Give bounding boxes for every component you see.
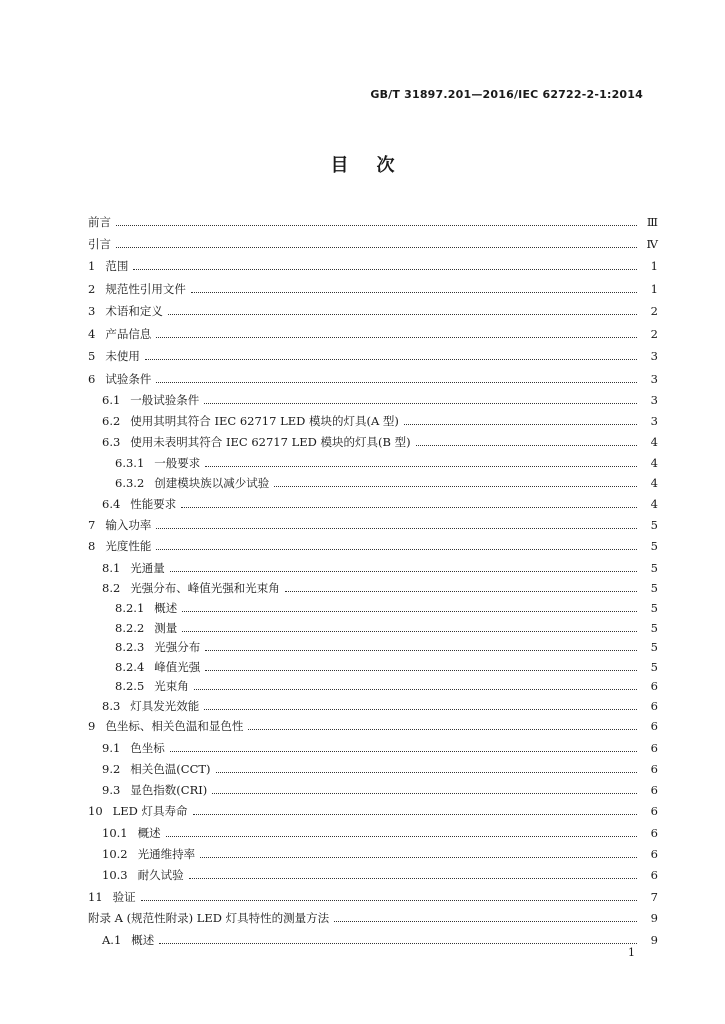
page-number: 1: [628, 946, 635, 959]
dot-leader: [205, 670, 637, 671]
toc-entry-label: [88, 678, 189, 694]
toc-entry-number: 1: [88, 259, 96, 273]
dot-leader: [205, 466, 637, 467]
toc-entry[interactable]: [88, 409, 658, 429]
toc-entry[interactable]: [88, 928, 658, 948]
dot-leader: [204, 709, 637, 710]
toc-entry-text: 显色指数(CRI): [130, 783, 208, 797]
toc-entry-text: 光束角: [154, 679, 189, 693]
toc-entry-number: 6.2: [102, 414, 121, 428]
toc-entry-text: 使用未表明其符合 IEC 62717 LED 模块的灯具(B 型): [130, 435, 411, 449]
toc-entry-number: 8.3: [102, 699, 121, 713]
toc-entry[interactable]: [88, 322, 658, 342]
toc-entry-number: 8: [88, 539, 96, 553]
toc-entry-number: 9.2: [102, 762, 121, 776]
toc-entry-page: 9: [650, 911, 658, 925]
toc-entry-text: 光强分布、峰值光强和光束角: [130, 581, 280, 595]
toc-entry-number: A.1: [102, 933, 122, 947]
toc-entry-label: [88, 932, 154, 948]
toc-entry[interactable]: [88, 714, 658, 734]
dot-leader: [156, 528, 637, 529]
toc-entry-text: 创建模块族以减少试验: [154, 476, 270, 490]
dot-leader: [159, 943, 637, 944]
toc-entry-number: 9.3: [102, 783, 121, 797]
toc-entry[interactable]: [88, 799, 658, 819]
dot-leader: [182, 631, 637, 632]
toc-entry-label: [88, 825, 161, 841]
toc-entry-page: 5: [650, 621, 658, 635]
toc-entry[interactable]: [88, 344, 658, 364]
toc-entry-label: [88, 236, 111, 252]
dot-leader: [248, 729, 637, 730]
dot-leader: [285, 591, 637, 592]
toc-entry-text: 光度性能: [105, 539, 152, 553]
toc-entry[interactable]: [88, 299, 658, 319]
toc-entry-number: 6: [88, 372, 96, 386]
toc-entry-label: [88, 496, 176, 512]
dot-leader: [166, 836, 637, 837]
toc-entry[interactable]: [88, 635, 658, 655]
standard-number-header: GB/T 31897.201—2016/IEC 62722-2-1:2014: [370, 88, 643, 101]
dot-leader: [193, 814, 637, 815]
toc-entry-number: 4: [88, 327, 96, 341]
toc-entry-text: 性能要求: [130, 497, 177, 511]
toc-entry-number: 6.3.2: [115, 476, 145, 490]
toc-entry[interactable]: [88, 885, 658, 905]
toc-entry[interactable]: [88, 210, 658, 230]
dot-leader: [212, 793, 637, 794]
dot-leader: [204, 403, 637, 404]
toc-entry-number: 5: [88, 349, 96, 363]
toc-entry-page: 3: [650, 372, 658, 386]
toc-entry-number: 10.3: [102, 868, 128, 882]
toc-entry-number: 10: [88, 804, 103, 818]
toc-entry-text: 术语和定义: [105, 304, 163, 318]
toc-entry[interactable]: [88, 778, 658, 798]
toc-entry[interactable]: [88, 367, 658, 387]
toc-entry-text: 光通量: [130, 561, 165, 575]
toc-entry-page: 5: [650, 561, 658, 575]
toc-entry-text: 一般试验条件: [130, 393, 200, 407]
toc-entry-text: 前言: [88, 215, 111, 229]
toc-entry-text: 引言: [88, 237, 111, 251]
toc-entry-text: 输入功率: [105, 518, 152, 532]
toc-entry-label: [88, 214, 111, 230]
dot-leader: [156, 382, 637, 383]
toc-entry-page: 5: [650, 581, 658, 595]
toc-entry-page: 4: [650, 456, 658, 470]
toc-entry-label: [88, 620, 177, 636]
toc-entry-text: 一般要求: [154, 456, 201, 470]
toc-entry-text: 试验条件: [105, 372, 152, 386]
page-title: 目次: [330, 155, 423, 176]
dot-leader: [156, 549, 637, 550]
toc-entry-page: Ⅲ: [646, 215, 658, 229]
toc-entry-label: [88, 600, 177, 616]
dot-leader: [200, 857, 637, 858]
toc-entry-page: 6: [650, 741, 658, 755]
toc-entry-page: 4: [650, 435, 658, 449]
toc-entry-label: [88, 517, 151, 533]
toc-entry[interactable]: [88, 254, 658, 274]
toc-entry[interactable]: [88, 492, 658, 512]
toc-entry-page: 7: [650, 890, 658, 904]
dot-leader: [141, 900, 637, 901]
toc-entry-page: 5: [650, 640, 658, 654]
dot-leader: [170, 571, 637, 572]
toc-entry-label: [88, 803, 188, 819]
toc-entry[interactable]: [88, 430, 658, 450]
toc-entry-text: 产品信息: [105, 327, 152, 341]
toc-entry[interactable]: [88, 821, 658, 841]
toc-entry-label: [88, 740, 165, 756]
toc-entry-number: 2: [88, 282, 96, 296]
toc-entry[interactable]: [88, 556, 658, 576]
toc-entry-text: 光强分布: [154, 640, 201, 654]
toc-entry[interactable]: [88, 906, 658, 926]
dot-leader: [133, 269, 637, 270]
toc-entry-page: 2: [650, 327, 658, 341]
toc-entry-label: [88, 782, 207, 798]
toc-entry-label: [88, 659, 200, 675]
toc-entry-page: Ⅳ: [646, 237, 658, 251]
dot-leader: [334, 921, 637, 922]
toc-entry-number: 9: [88, 719, 96, 733]
toc-entry-page: 3: [650, 349, 658, 363]
toc-entry-page: 6: [650, 783, 658, 797]
dot-leader: [170, 751, 637, 752]
toc-entry-label: [88, 392, 199, 408]
toc-entry-label: [88, 910, 329, 926]
toc-entry[interactable]: [88, 863, 658, 883]
dot-leader: [205, 650, 637, 651]
toc-entry-text: 概述: [154, 601, 178, 615]
toc-entry[interactable]: [88, 616, 658, 636]
toc-entry[interactable]: [88, 694, 658, 714]
toc-entry[interactable]: [88, 674, 658, 694]
toc-entry-label: [88, 639, 200, 655]
dot-leader: [168, 314, 637, 315]
toc-entry-page: 5: [650, 518, 658, 532]
toc-entry-text: 概述: [131, 933, 155, 947]
toc-entry-page: 9: [650, 933, 658, 947]
dot-leader: [274, 486, 637, 487]
toc-entry-label: [88, 281, 186, 297]
toc-entry-page: 4: [650, 497, 658, 511]
toc-entry-number: 7: [88, 518, 96, 532]
toc-entry-number: 8.2.2: [115, 621, 145, 635]
toc-entry-page: 5: [650, 539, 658, 553]
toc-entry-page: 6: [650, 868, 658, 882]
toc-entry-page: 6: [650, 699, 658, 713]
toc-entry-label: [88, 846, 195, 862]
toc-entry-number: 6.3: [102, 435, 121, 449]
toc-entry-number: 8.2: [102, 581, 121, 595]
toc-entry-text: 范围: [105, 259, 129, 273]
toc-entry[interactable]: [88, 655, 658, 675]
toc-entry[interactable]: [88, 757, 658, 777]
toc-entry-page: 1: [650, 282, 658, 296]
toc-entry[interactable]: [88, 513, 658, 533]
toc-entry-page: 6: [650, 719, 658, 733]
dot-leader: [116, 247, 637, 248]
toc-entry[interactable]: [88, 232, 658, 252]
toc-entry-text: 附录 A (规范性附录) LED 灯具特性的测量方法: [88, 911, 330, 925]
toc-entry-number: 8.1: [102, 561, 121, 575]
toc-entry-label: [88, 761, 211, 777]
toc-entry-label: [88, 889, 136, 905]
toc-entry-text: 验证: [112, 890, 136, 904]
toc-entry-page: 6: [650, 826, 658, 840]
toc-entry-label: [88, 258, 128, 274]
toc-entry-label: [88, 413, 399, 429]
toc-entry-number: 8.2.4: [115, 660, 145, 674]
toc-entry-label: [88, 867, 184, 883]
dot-leader: [216, 772, 637, 773]
toc-entry-page: 3: [650, 414, 658, 428]
dot-leader: [156, 337, 637, 338]
toc-entry-page: 4: [650, 476, 658, 490]
toc-entry-page: 6: [650, 847, 658, 861]
toc-entry[interactable]: [88, 471, 658, 491]
dot-leader: [145, 359, 637, 360]
toc-entry-label: [88, 455, 200, 471]
dot-leader: [182, 611, 637, 612]
toc-entry-label: [88, 560, 165, 576]
toc-entry-label: [88, 475, 269, 491]
toc-entry-page: 3: [650, 393, 658, 407]
dot-leader: [194, 689, 637, 690]
toc-entry-text: 测量: [154, 621, 178, 635]
toc-entry-number: 10.2: [102, 847, 128, 861]
toc-entry-text: LED 灯具寿命: [112, 804, 188, 818]
toc-entry-number: 8.2.5: [115, 679, 145, 693]
toc-entry[interactable]: [88, 388, 658, 408]
toc-entry-label: [88, 580, 280, 596]
toc-entry-text: 耐久试验: [137, 868, 184, 882]
toc-entry-number: 3: [88, 304, 96, 318]
toc-entry-page: 1: [650, 259, 658, 273]
toc-entry-page: 6: [650, 804, 658, 818]
toc-entry-label: [88, 348, 140, 364]
toc-entry-label: [88, 538, 151, 554]
toc-entry-text: 灯具发光效能: [130, 699, 200, 713]
toc-entry-number: 6.1: [102, 393, 121, 407]
toc-entry-page: 6: [650, 762, 658, 776]
toc-entry-label: [88, 698, 199, 714]
toc-entry[interactable]: [88, 576, 658, 596]
toc-entry-page: 6: [650, 679, 658, 693]
toc-entry-number: 6.4: [102, 497, 121, 511]
toc-entry[interactable]: [88, 277, 658, 297]
toc-entry-page: 5: [650, 601, 658, 615]
toc-entry-text: 规范性引用文件: [105, 282, 186, 296]
toc-entry-text: 概述: [137, 826, 161, 840]
toc-entry-label: [88, 371, 151, 387]
toc-entry-page: 2: [650, 304, 658, 318]
dot-leader: [416, 445, 637, 446]
toc-entry-label: [88, 326, 151, 342]
dot-leader: [181, 507, 637, 508]
toc-entry-text: 色坐标: [130, 741, 165, 755]
dot-leader: [404, 424, 637, 425]
toc-entry-number: 9.1: [102, 741, 121, 755]
toc-entry[interactable]: [88, 451, 658, 471]
toc-entry-number: 8.2.3: [115, 640, 145, 654]
toc-entry-text: 峰值光强: [154, 660, 201, 674]
toc-entry[interactable]: [88, 736, 658, 756]
toc-entry-label: [88, 303, 163, 319]
toc-entry-text: 相关色温(CCT): [130, 762, 211, 776]
toc-entry-text: 使用其明其符合 IEC 62717 LED 模块的灯具(A 型): [130, 414, 399, 428]
toc-entry-label: [88, 434, 411, 450]
toc-entry-text: 色坐标、相关色温和显色性: [105, 719, 244, 733]
dot-leader: [191, 292, 637, 293]
toc-entry-number: 10.1: [102, 826, 128, 840]
toc-entry-text: 未使用: [105, 349, 140, 363]
dot-leader: [116, 225, 637, 226]
toc-entry-label: [88, 718, 243, 734]
toc-entry-number: 8.2.1: [115, 601, 145, 615]
toc-entry-text: 光通维持率: [137, 847, 196, 861]
toc-entry[interactable]: [88, 842, 658, 862]
dot-leader: [189, 878, 637, 879]
toc-entry-page: 5: [650, 660, 658, 674]
toc-entry-number: 6.3.1: [115, 456, 145, 470]
toc-entry[interactable]: [88, 596, 658, 616]
toc-entry[interactable]: [88, 534, 658, 554]
toc-entry-number: 11: [88, 890, 103, 904]
